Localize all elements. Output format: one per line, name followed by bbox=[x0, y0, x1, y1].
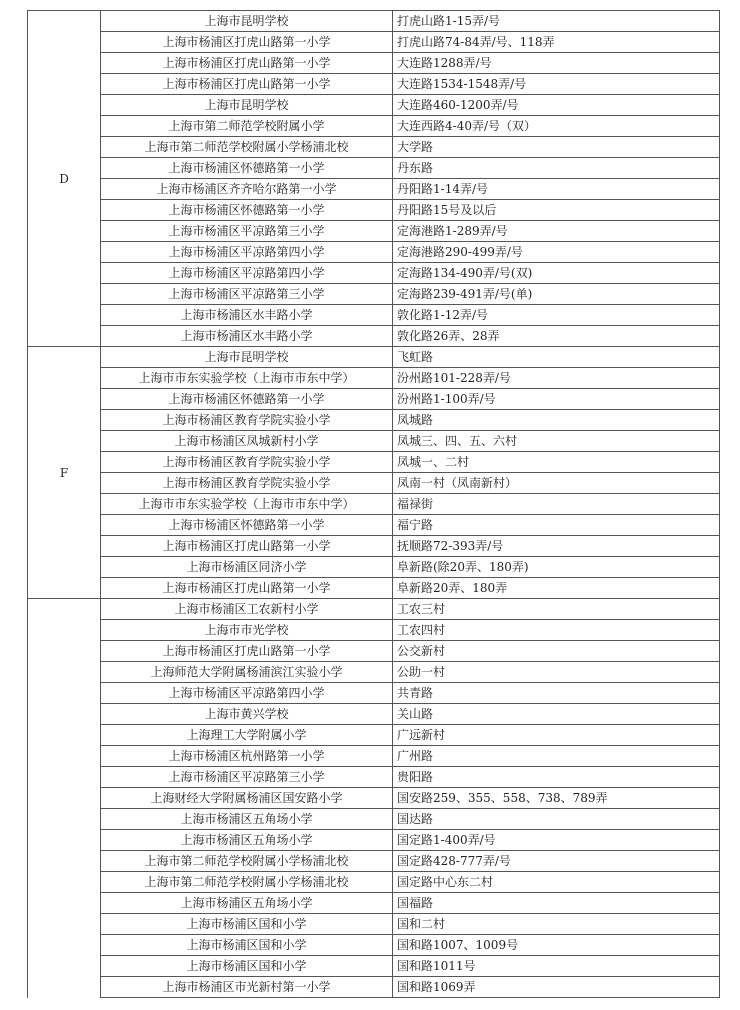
road-cell: 关山路 bbox=[393, 704, 720, 725]
road-cell: 广远新村 bbox=[393, 725, 720, 746]
table-body bbox=[28, 11, 720, 998]
school-cell: 上海市昆明学校 bbox=[101, 347, 393, 368]
road-cell: 丹东路 bbox=[393, 158, 720, 179]
group-letter-cell: D bbox=[28, 11, 101, 347]
road-cell: 国定路中心东二村 bbox=[393, 872, 720, 893]
school-cell: 上海市市东实验学校（上海市市东中学） bbox=[101, 494, 393, 515]
school-cell: 上海市杨浦区平凉路第四小学 bbox=[101, 263, 393, 284]
road-cell: 工农四村 bbox=[393, 620, 720, 641]
school-cell: 上海市杨浦区打虎山路第一小学 bbox=[101, 641, 393, 662]
group-letter-cell bbox=[28, 599, 101, 998]
school-cell: 上海市第二师范学校附属小学杨浦北校 bbox=[101, 851, 393, 872]
school-cell: 上海市昆明学校 bbox=[101, 95, 393, 116]
table-row bbox=[28, 452, 720, 473]
road-cell: 定海路134-490弄/号(双) bbox=[393, 263, 720, 284]
table-row bbox=[28, 179, 720, 200]
road-cell: 福禄街 bbox=[393, 494, 720, 515]
school-cell: 上海市杨浦区打虎山路第一小学 bbox=[101, 536, 393, 557]
school-cell: 上海市杨浦区怀德路第一小学 bbox=[101, 158, 393, 179]
table-row bbox=[28, 284, 720, 305]
table-row bbox=[28, 53, 720, 74]
school-cell: 上海市杨浦区打虎山路第一小学 bbox=[101, 32, 393, 53]
table-row bbox=[28, 347, 720, 368]
table-row bbox=[28, 11, 720, 32]
table-row bbox=[28, 977, 720, 998]
table-row bbox=[28, 242, 720, 263]
table-row bbox=[28, 326, 720, 347]
table-row bbox=[28, 95, 720, 116]
road-cell: 国和路1007、1009号 bbox=[393, 935, 720, 956]
school-cell: 上海市杨浦区平凉路第四小学 bbox=[101, 242, 393, 263]
road-cell: 大连路460-1200弄/号 bbox=[393, 95, 720, 116]
school-cell: 上海市昆明学校 bbox=[101, 11, 393, 32]
school-cell: 上海市杨浦区怀德路第一小学 bbox=[101, 200, 393, 221]
school-district-table bbox=[27, 10, 720, 998]
road-cell: 国定路1-400弄/号 bbox=[393, 830, 720, 851]
road-cell: 打虎山路1-15弄/号 bbox=[393, 11, 720, 32]
school-cell: 上海市杨浦区五角场小学 bbox=[101, 830, 393, 851]
table-row bbox=[28, 893, 720, 914]
table-row bbox=[28, 725, 720, 746]
school-cell: 上海市杨浦区教育学院实验小学 bbox=[101, 473, 393, 494]
road-cell: 定海港路1-289弄/号 bbox=[393, 221, 720, 242]
school-cell: 上海市第二师范学校附属小学 bbox=[101, 116, 393, 137]
table-row bbox=[28, 410, 720, 431]
table-row bbox=[28, 200, 720, 221]
school-cell: 上海市杨浦区打虎山路第一小学 bbox=[101, 74, 393, 95]
table-row bbox=[28, 599, 720, 620]
road-cell: 敦化路1-12弄/号 bbox=[393, 305, 720, 326]
school-cell: 上海市杨浦区打虎山路第一小学 bbox=[101, 53, 393, 74]
road-cell: 公助一村 bbox=[393, 662, 720, 683]
road-cell: 丹阳路1-14弄/号 bbox=[393, 179, 720, 200]
school-cell: 上海市杨浦区国和小学 bbox=[101, 914, 393, 935]
school-cell: 上海市杨浦区打虎山路第一小学 bbox=[101, 578, 393, 599]
road-cell: 凤南一村（凤南新村） bbox=[393, 473, 720, 494]
road-cell: 国定路428-777弄/号 bbox=[393, 851, 720, 872]
school-cell: 上海市杨浦区水丰路小学 bbox=[101, 326, 393, 347]
school-cell: 上海市杨浦区教育学院实验小学 bbox=[101, 452, 393, 473]
school-cell: 上海市黄兴学校 bbox=[101, 704, 393, 725]
school-cell: 上海财经大学附属杨浦区国安路小学 bbox=[101, 788, 393, 809]
road-cell: 汾州路1-100弄/号 bbox=[393, 389, 720, 410]
road-cell: 福宁路 bbox=[393, 515, 720, 536]
road-cell: 国和二村 bbox=[393, 914, 720, 935]
road-cell: 阜新路20弄、180弄 bbox=[393, 578, 720, 599]
road-cell: 国达路 bbox=[393, 809, 720, 830]
group-letter-cell: F bbox=[28, 347, 101, 599]
road-cell: 阜新路(除20弄、180弄) bbox=[393, 557, 720, 578]
table-row bbox=[28, 536, 720, 557]
school-cell: 上海市第二师范学校附属小学杨浦北校 bbox=[101, 137, 393, 158]
road-cell: 国安路259、355、558、738、789弄 bbox=[393, 788, 720, 809]
road-cell: 广州路 bbox=[393, 746, 720, 767]
school-cell: 上海市杨浦区平凉路第三小学 bbox=[101, 221, 393, 242]
school-cell: 上海市杨浦区水丰路小学 bbox=[101, 305, 393, 326]
road-cell: 丹阳路15号及以后 bbox=[393, 200, 720, 221]
road-cell: 贵阳路 bbox=[393, 767, 720, 788]
road-cell: 凤城三、四、五、六村 bbox=[393, 431, 720, 452]
school-cell: 上海市杨浦区同济小学 bbox=[101, 557, 393, 578]
table-row bbox=[28, 809, 720, 830]
school-cell: 上海师范大学附属杨浦滨江实验小学 bbox=[101, 662, 393, 683]
school-cell: 上海市杨浦区凤城新村小学 bbox=[101, 431, 393, 452]
road-cell: 汾州路101-228弄/号 bbox=[393, 368, 720, 389]
road-cell: 大学路 bbox=[393, 137, 720, 158]
table-row bbox=[28, 767, 720, 788]
table-row bbox=[28, 662, 720, 683]
road-cell: 大连路1288弄/号 bbox=[393, 53, 720, 74]
table-row bbox=[28, 158, 720, 179]
road-cell: 大连路1534-1548弄/号 bbox=[393, 74, 720, 95]
school-cell: 上海理工大学附属小学 bbox=[101, 725, 393, 746]
road-cell: 凤城路 bbox=[393, 410, 720, 431]
table-row bbox=[28, 788, 720, 809]
road-cell: 飞虹路 bbox=[393, 347, 720, 368]
road-cell: 定海港路290-499弄/号 bbox=[393, 242, 720, 263]
road-cell: 国和路1011号 bbox=[393, 956, 720, 977]
table-row bbox=[28, 746, 720, 767]
table-row bbox=[28, 578, 720, 599]
table-row bbox=[28, 515, 720, 536]
road-cell: 凤城一、二村 bbox=[393, 452, 720, 473]
table-row bbox=[28, 74, 720, 95]
school-cell: 上海市杨浦区市光新村第一小学 bbox=[101, 977, 393, 998]
table-row bbox=[28, 620, 720, 641]
school-cell: 上海市杨浦区平凉路第三小学 bbox=[101, 284, 393, 305]
table-row bbox=[28, 473, 720, 494]
school-cell: 上海市杨浦区平凉路第四小学 bbox=[101, 683, 393, 704]
table-row bbox=[28, 305, 720, 326]
table-row bbox=[28, 851, 720, 872]
table-row bbox=[28, 914, 720, 935]
school-cell: 上海市杨浦区齐齐哈尔路第一小学 bbox=[101, 179, 393, 200]
road-cell: 定海路239-491弄/号(单) bbox=[393, 284, 720, 305]
school-cell: 上海市杨浦区怀德路第一小学 bbox=[101, 515, 393, 536]
school-cell: 上海市杨浦区国和小学 bbox=[101, 935, 393, 956]
table-row bbox=[28, 830, 720, 851]
road-cell: 大连西路4-40弄/号（双） bbox=[393, 116, 720, 137]
school-cell: 上海市杨浦区国和小学 bbox=[101, 956, 393, 977]
road-cell: 国福路 bbox=[393, 893, 720, 914]
table-row bbox=[28, 557, 720, 578]
table-row bbox=[28, 704, 720, 725]
school-cell: 上海市第二师范学校附属小学杨浦北校 bbox=[101, 872, 393, 893]
road-cell: 共青路 bbox=[393, 683, 720, 704]
school-cell: 上海市市东实验学校（上海市市东中学） bbox=[101, 368, 393, 389]
school-cell: 上海市杨浦区杭州路第一小学 bbox=[101, 746, 393, 767]
table-row bbox=[28, 137, 720, 158]
table-row bbox=[28, 221, 720, 242]
road-cell: 国和路1069弄 bbox=[393, 977, 720, 998]
table-row bbox=[28, 431, 720, 452]
road-cell: 打虎山路74-84弄/号、118弄 bbox=[393, 32, 720, 53]
school-cell: 上海市杨浦区五角场小学 bbox=[101, 893, 393, 914]
road-cell: 敦化路26弄、28弄 bbox=[393, 326, 720, 347]
school-cell: 上海市市光学校 bbox=[101, 620, 393, 641]
school-cell: 上海市杨浦区教育学院实验小学 bbox=[101, 410, 393, 431]
road-cell: 工农三村 bbox=[393, 599, 720, 620]
school-cell: 上海市杨浦区怀德路第一小学 bbox=[101, 389, 393, 410]
table-row bbox=[28, 872, 720, 893]
table-row bbox=[28, 641, 720, 662]
road-cell: 抚顺路72-393弄/号 bbox=[393, 536, 720, 557]
school-cell: 上海市杨浦区工农新村小学 bbox=[101, 599, 393, 620]
table-row bbox=[28, 368, 720, 389]
road-cell: 公交新村 bbox=[393, 641, 720, 662]
table-row bbox=[28, 935, 720, 956]
table-row bbox=[28, 683, 720, 704]
table-row bbox=[28, 494, 720, 515]
school-cell: 上海市杨浦区五角场小学 bbox=[101, 809, 393, 830]
table-row bbox=[28, 263, 720, 284]
table-row bbox=[28, 116, 720, 137]
table-row bbox=[28, 956, 720, 977]
table-row bbox=[28, 32, 720, 53]
school-cell: 上海市杨浦区平凉路第三小学 bbox=[101, 767, 393, 788]
table-row bbox=[28, 389, 720, 410]
